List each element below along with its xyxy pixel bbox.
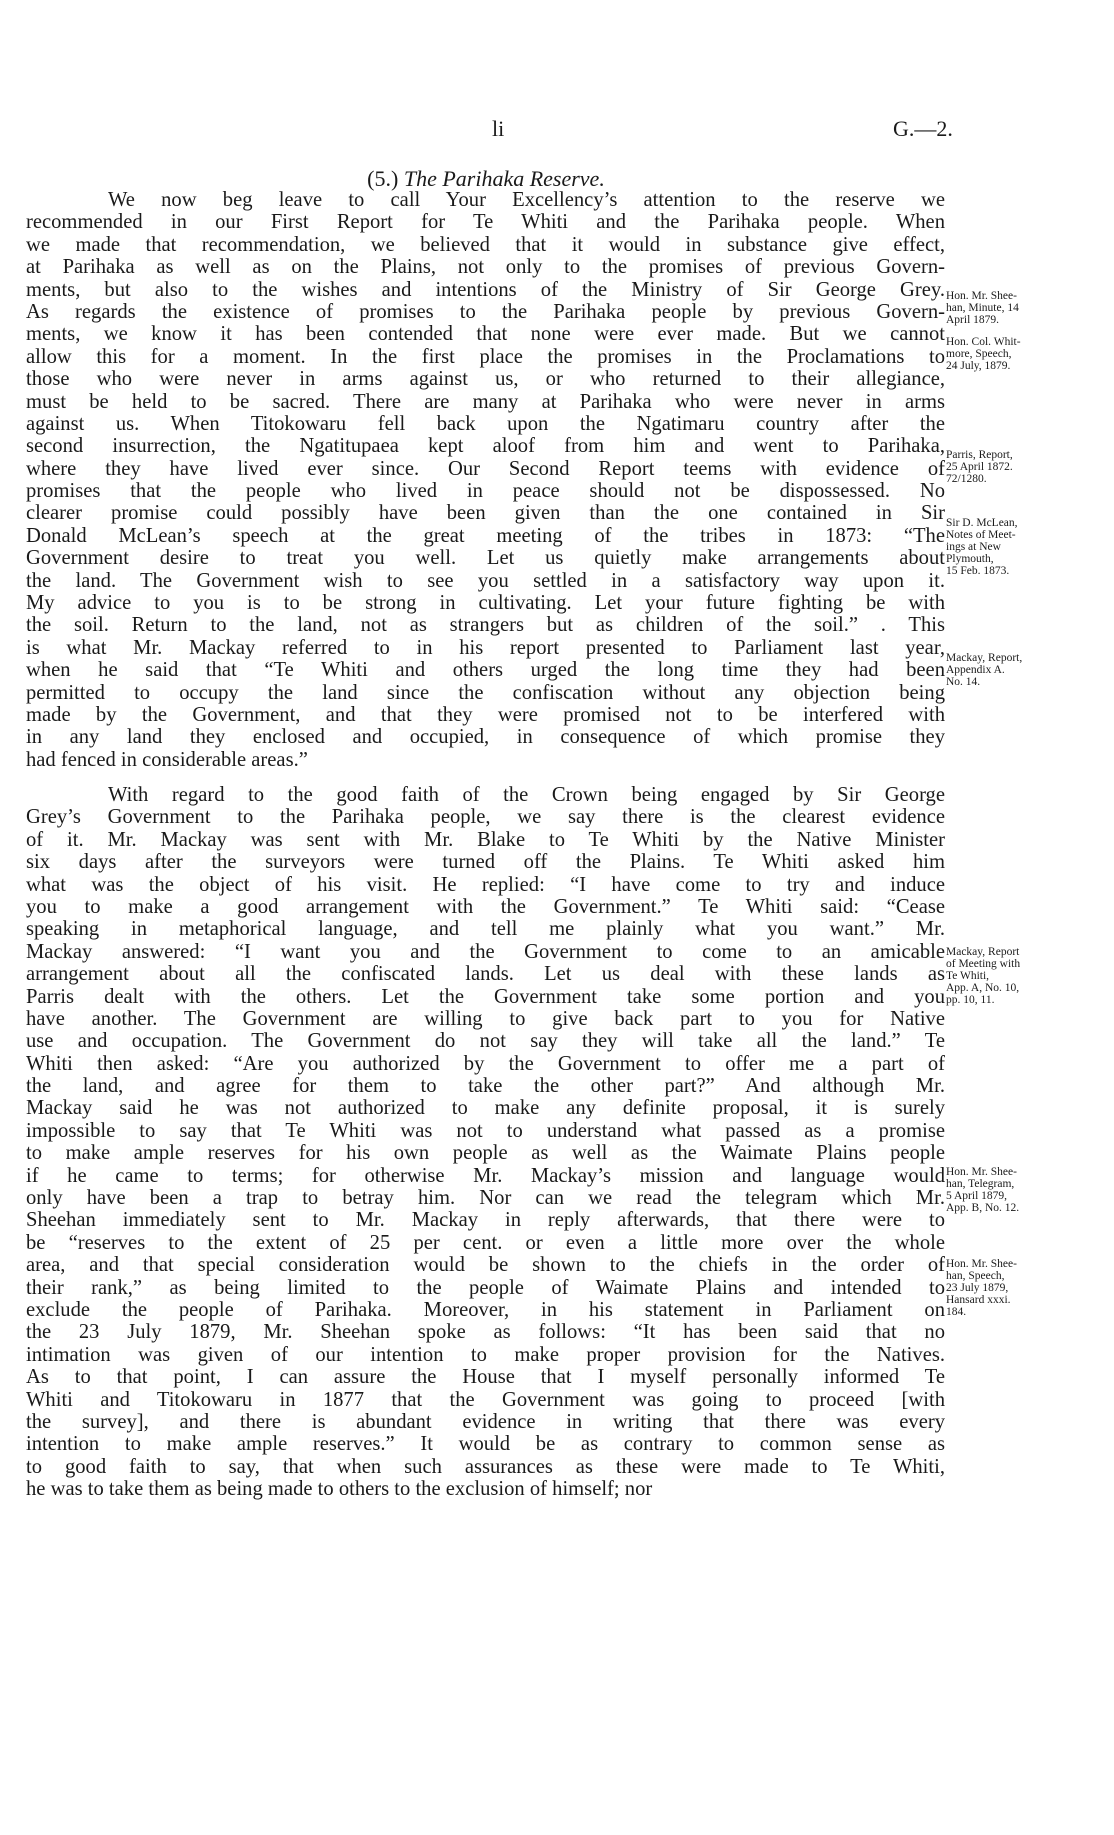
text-line: he was to take them as being made to others to the exclusion of himself; nor xyxy=(26,1478,653,1501)
text-line: their rank,” as being limited to the people of Waimate Plains and intended to xyxy=(26,1276,945,1299)
text-line: intention to make ample reserves.” It would be as contrary to common sense as xyxy=(26,1433,945,1456)
text-line: in any land they enclosed and occupied, in consequence of which promise they xyxy=(26,726,945,749)
text-line: promises that the people who lived in peace should not be dispossessed. No xyxy=(26,480,945,503)
margin-note xyxy=(946,336,1108,372)
text-line: allow this for a moment. In the first place the promises in the Proclamations to xyxy=(26,345,945,368)
text-line: My advice to you is to be strong in cultivating. Let your future fighting be with xyxy=(26,592,945,615)
text-line: Grey’s Government to the Parihaka people, we say there is the clearest evidence xyxy=(26,806,945,829)
text-line: ments, we know it has been contended that none were ever made. But we cannot xyxy=(26,323,945,346)
text-line: intimation was given of our intention to make proper provision for the Natives. xyxy=(26,1343,945,1366)
text-line: Mackay said he was not authorized to make any definite proposal, it is surely xyxy=(26,1097,945,1120)
margin-note-line: App. B, No. 12. xyxy=(946,1202,1020,1214)
text-line: second insurrection, the Ngatitupaea kept aloof from him and went to Parihaka, xyxy=(26,435,945,458)
text-line: recommended in our First Report for Te Whiti and the Parihaka people. When xyxy=(26,211,945,234)
margin-note xyxy=(946,946,1108,1006)
body-paragraph xyxy=(26,189,945,771)
margin-note xyxy=(946,1258,1108,1318)
page-number: li xyxy=(492,116,505,141)
margin-note xyxy=(946,290,1108,326)
text-line: had fenced in considerable areas.” xyxy=(26,748,308,771)
text-line: Whiti and Titokowaru in 1877 that the Government was going to proceed [with xyxy=(26,1388,945,1411)
margin-note-line: Appendix A. xyxy=(946,664,1005,676)
page-header xyxy=(0,116,1114,146)
text-line: arrangement about all the confiscated lands. Let us deal with these lands as xyxy=(26,963,945,986)
text-line: Donald McLean’s speech at the great meeting of the tribes in 1873: “The xyxy=(26,524,945,547)
margin-note-line: Hansard xxxi. xyxy=(946,1294,1011,1306)
body-paragraph xyxy=(26,784,945,1501)
text-line: made by the Government, and that they were promised not to be interfered with xyxy=(26,703,945,726)
text-line: Mackay answered: “I want you and the Government to come to an amicable xyxy=(26,940,945,963)
text-line: what was the object of his visit. He replied: “I have come to try and induce xyxy=(26,873,945,896)
margin-note-line: han, Speech, xyxy=(946,1270,1005,1282)
margin-note xyxy=(946,449,1108,485)
text-line: to make ample reserves for his own people as well as the Waimate Plains people xyxy=(26,1142,945,1165)
margin-note-line: Hon. Mr. Shee- xyxy=(946,290,1017,302)
text-line: With regard to the good faith of the Crown being engaged by Sir George xyxy=(108,784,945,806)
text-line: speaking in metaphorical language, and tell me plainly what you want.” Mr. xyxy=(26,918,945,941)
text-line: We now beg leave to call Your Excellency’s attention to the reserve we xyxy=(108,189,945,211)
text-line: use and occupation. The Government do not say they will take all the land.” Te xyxy=(26,1030,945,1053)
text-line: area, and that special consideration would be shown to the chiefs in the order of xyxy=(26,1254,945,1277)
text-line: the survey], and there is abundant evidence in writing that there was every xyxy=(26,1410,945,1433)
text-line: ments, but also to the wishes and intentions of the Ministry of Sir George Grey. xyxy=(26,278,945,301)
margin-note-line: 24 July, 1879. xyxy=(946,360,1011,372)
text-line: the land. The Government wish to see you settled in a satisfactory way upon it. xyxy=(26,569,945,592)
margin-note-line: April 1879. xyxy=(946,314,1000,326)
document-code: G.—2. xyxy=(893,116,953,141)
text-line: those who were never in arms against us, or who returned to their allegiance, xyxy=(26,368,945,391)
text-line: permitted to occupy the land since the confiscation without any objection being xyxy=(26,681,945,704)
text-line: where they have lived ever since. Our Second Report teems with evidence of xyxy=(26,457,945,480)
margin-note-line: ings at New xyxy=(946,541,1001,553)
margin-note-line: No. 14. xyxy=(946,676,981,688)
text-line: when he said that “Te Whiti and others urged the long time they had been xyxy=(26,659,945,682)
margin-note-line: Hon. Col. Whit- xyxy=(946,336,1021,348)
text-line: against us. When Titokowaru fell back upon the Ngatimaru country after the xyxy=(26,412,945,435)
text-line: only have been a trap to betray him. Nor can we read the telegram which Mr. xyxy=(26,1187,945,1210)
text-line: if he came to terms; for otherwise Mr. Mackay’s mission and language would xyxy=(26,1164,945,1187)
margin-note xyxy=(946,1166,1108,1214)
text-line: is what Mr. Mackay referred to in his report presented to Parliament last year, xyxy=(26,636,945,659)
section-number: (5.) xyxy=(367,166,399,191)
text-line: Whiti then asked: “Are you authorized by the Government to offer me a part of xyxy=(26,1052,945,1075)
text-line: the land, and agree for them to take the other part?” And although Mr. xyxy=(26,1075,945,1098)
text-line: the soil. Return to the land, not as strangers but as children of the soil.” . This xyxy=(26,614,945,637)
text-line: Government desire to treat you well. Let us quietly make arrangements about xyxy=(26,547,945,570)
section-title: The Parihaka Reserve. xyxy=(403,166,605,191)
margin-note-line: 25 April 1872. xyxy=(946,461,1013,473)
margin-note-line: Mackay, Report xyxy=(946,946,1020,958)
text-line: the 23 July 1879, Mr. Sheehan spoke as follows: “It has been said that no xyxy=(26,1321,945,1344)
text-line: at Parihaka as well as on the Plains, not only to the promises of previous Govern- xyxy=(26,256,945,279)
text-line: impossible to say that Te Whiti was not to understand what passed as a promise xyxy=(26,1119,945,1142)
margin-note-line: Parris, Report, xyxy=(946,449,1013,461)
text-line: be “reserves to the extent of 25 per cent. or even a little more over the whole xyxy=(26,1231,945,1254)
text-line: clearer promise could possibly have been given than the one contained in Sir xyxy=(26,502,945,525)
text-line: to good faith to say, that when such assurances as these were made to Te Whiti, xyxy=(26,1455,945,1478)
text-line: must be held to be sacred. There are many at Parihaka who were never in arms xyxy=(26,390,945,413)
margin-note-line: 72/1280. xyxy=(946,473,987,485)
margin-note-line: 23 July 1879, xyxy=(946,1282,1009,1294)
text-line: we made that recommendation, we believed that it would in substance give effect, xyxy=(26,233,945,256)
margin-note-line: 15 Feb. 1873. xyxy=(946,565,1010,577)
text-line: exclude the people of Parihaka. Moreover, in his statement in Parliament on xyxy=(26,1298,945,1321)
margin-note-line: han, Minute, 14 xyxy=(946,302,1019,314)
text-line: Sheehan immediately sent to Mr. Mackay in reply afterwards, that there were to xyxy=(26,1209,945,1232)
margin-note-line: 5 April 1879, xyxy=(946,1190,1008,1202)
margin-note-line: Mackay, Report, xyxy=(946,652,1023,664)
text-line: you to make a good arrangement with the Government.” Te Whiti said: “Cease xyxy=(26,895,945,918)
margin-note-line: pp. 10, 11. xyxy=(946,994,995,1006)
margin-note xyxy=(946,517,1108,577)
margin-note-line: han, Telegram, xyxy=(946,1178,1015,1190)
margin-note-line: Hon. Mr. Shee- xyxy=(946,1166,1017,1178)
margin-note-line: Plymouth, xyxy=(946,553,994,565)
margin-note-line: Hon. Mr. Shee- xyxy=(946,1258,1017,1270)
margin-note-line: Notes of Meet- xyxy=(946,529,1016,541)
margin-note-line: Te Whiti, xyxy=(946,970,990,982)
margin-note-line: Sir D. McLean, xyxy=(946,517,1018,529)
margin-note-line: of Meeting with xyxy=(946,958,1021,970)
text-line: As regards the existence of promises to the Parihaka people by previous Govern- xyxy=(26,300,945,323)
margin-note-line: App. A, No. 10, xyxy=(946,982,1020,994)
text-line: six days after the surveyors were turned off the Plains. Te Whiti asked him xyxy=(26,851,945,874)
text-line: As to that point, I can assure the House that I myself personally informed Te xyxy=(26,1366,945,1389)
text-line: Parris dealt with the others. Let the Government take some portion and you xyxy=(26,985,945,1008)
margin-note xyxy=(946,652,1108,688)
text-line: have another. The Government are willing to give back part to you for Native xyxy=(26,1007,945,1030)
margin-note-line: more, Speech, xyxy=(946,348,1012,360)
margin-note-line: 184. xyxy=(946,1306,967,1318)
text-line: of it. Mr. Mackay was sent with Mr. Blake to Te Whiti by the Native Minister xyxy=(26,828,945,851)
